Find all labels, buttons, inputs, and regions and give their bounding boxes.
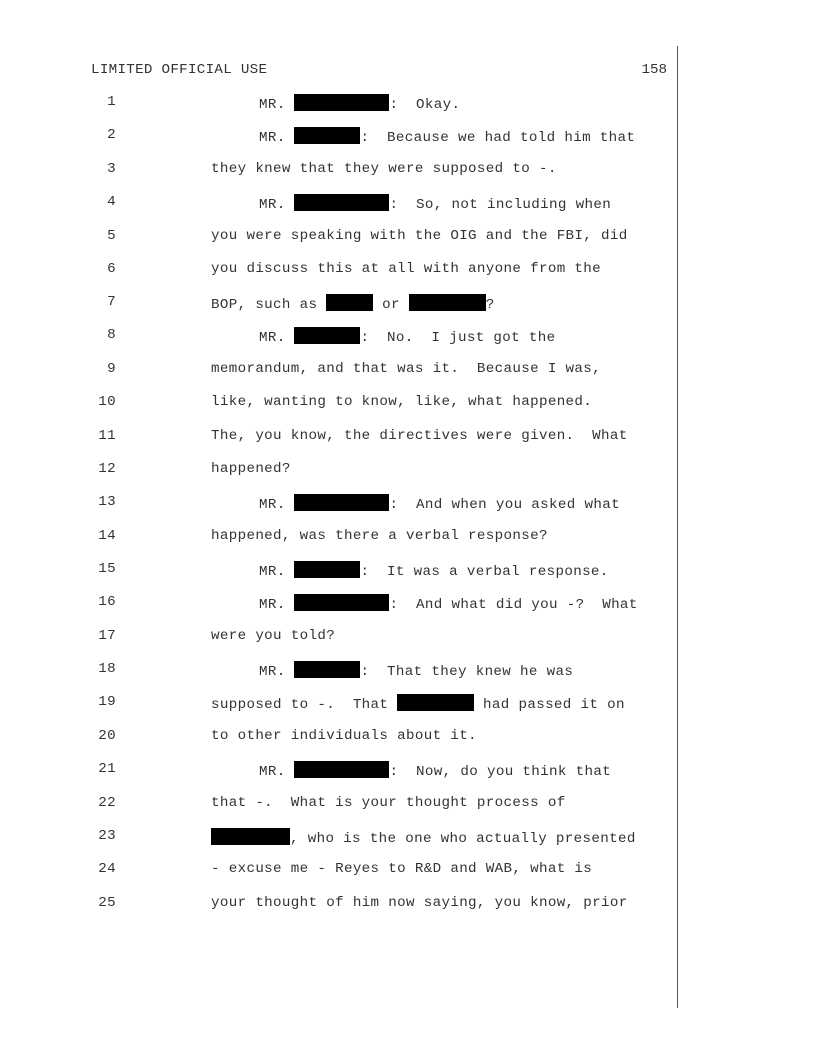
line-text: they knew that they were supposed to -. — [211, 161, 557, 177]
redaction-block — [294, 94, 389, 111]
transcript-line — [0, 94, 677, 114]
redaction-block — [294, 327, 360, 344]
transcript-line — [0, 294, 677, 314]
redaction-block — [326, 294, 373, 311]
transcript-line — [0, 194, 677, 214]
line-number: 5 — [107, 228, 116, 244]
line-text: were you told? — [211, 628, 336, 644]
transcript-line — [0, 361, 677, 381]
line-text: MR. : Because we had told him that — [259, 127, 635, 146]
line-number: 20 — [98, 728, 116, 744]
line-number: 2 — [107, 127, 116, 143]
line-number: 15 — [98, 561, 116, 577]
line-text: , who is the one who actually presented — [211, 828, 636, 847]
line-text: memorandum, and that was it. Because I was, — [211, 361, 602, 377]
redaction-block — [211, 828, 290, 845]
transcript-line — [0, 661, 677, 681]
line-number: 12 — [98, 461, 116, 477]
line-text: to other individuals about it. — [211, 728, 477, 744]
transcript-line — [0, 261, 677, 281]
line-text: that -. What is your thought process of — [211, 795, 566, 811]
line-number: 23 — [98, 828, 116, 844]
redaction-block — [294, 761, 389, 778]
line-number: 21 — [98, 761, 116, 777]
line-text: MR. : Okay. — [259, 94, 460, 113]
transcript-line — [0, 228, 677, 248]
transcript-line — [0, 861, 677, 881]
transcript-line — [0, 594, 677, 614]
line-number: 3 — [107, 161, 116, 177]
transcript-line — [0, 628, 677, 648]
transcript-line — [0, 494, 677, 514]
line-text: MR. : That they knew he was — [259, 661, 573, 680]
page-number: 158 — [641, 62, 667, 78]
line-number: 24 — [98, 861, 116, 877]
redaction-block — [294, 561, 360, 578]
line-number: 13 — [98, 494, 116, 510]
redaction-block — [294, 594, 389, 611]
line-number: 25 — [98, 895, 116, 911]
line-number: 10 — [98, 394, 116, 410]
line-text: - excuse me - Reyes to R&D and WAB, what is — [211, 861, 593, 877]
transcript-line — [0, 461, 677, 481]
line-text: happened? — [211, 461, 291, 477]
redaction-block — [294, 494, 389, 511]
transcript-line — [0, 327, 677, 347]
redaction-block — [294, 194, 389, 211]
transcript-line — [0, 394, 677, 414]
line-text: MR. : And when you asked what — [259, 494, 620, 513]
line-text: like, wanting to know, like, what happened. — [211, 394, 593, 410]
redaction-block — [294, 127, 360, 144]
line-number: 19 — [98, 694, 116, 710]
line-text: MR. : No. I just got the — [259, 327, 555, 346]
line-number: 4 — [107, 194, 116, 210]
line-number: 22 — [98, 795, 116, 811]
transcript-line — [0, 694, 677, 714]
transcript-line — [0, 895, 677, 915]
transcript-line — [0, 828, 677, 848]
redaction-block — [294, 661, 360, 678]
line-text: supposed to -. That had passed it on — [211, 694, 625, 713]
line-text: MR. : It was a verbal response. — [259, 561, 609, 580]
line-text: The, you know, the directives were given. What — [211, 428, 628, 444]
line-text: happened, was there a verbal response? — [211, 528, 548, 544]
redaction-block — [397, 694, 474, 711]
line-number: 18 — [98, 661, 116, 677]
transcript-line — [0, 161, 677, 181]
line-text: MR. : And what did you -? What — [259, 594, 638, 613]
line-number: 9 — [107, 361, 116, 377]
line-number: 1 — [107, 94, 116, 110]
line-text: you were speaking with the OIG and the FBI, did — [211, 228, 628, 244]
redaction-block — [409, 294, 486, 311]
line-number: 14 — [98, 528, 116, 544]
transcript-line — [0, 428, 677, 448]
line-number: 8 — [107, 327, 116, 343]
line-text: MR. : So, not including when — [259, 194, 611, 213]
line-number: 7 — [107, 294, 116, 310]
line-text: you discuss this at all with anyone from the — [211, 261, 602, 277]
right-margin-rule — [677, 46, 678, 1008]
line-text: your thought of him now saying, you know, prior — [211, 895, 628, 911]
transcript-line — [0, 728, 677, 748]
line-number: 6 — [107, 261, 116, 277]
line-number: 17 — [98, 628, 116, 644]
transcript-line — [0, 528, 677, 548]
classification-header: LIMITED OFFICIAL USE — [91, 62, 268, 78]
transcript-line — [0, 795, 677, 815]
line-text: MR. : Now, do you think that — [259, 761, 611, 780]
transcript-line — [0, 761, 677, 781]
line-number: 11 — [98, 428, 116, 444]
line-number: 16 — [98, 594, 116, 610]
transcript-line — [0, 127, 677, 147]
transcript-line — [0, 561, 677, 581]
line-text: BOP, such as or ? — [211, 294, 495, 313]
